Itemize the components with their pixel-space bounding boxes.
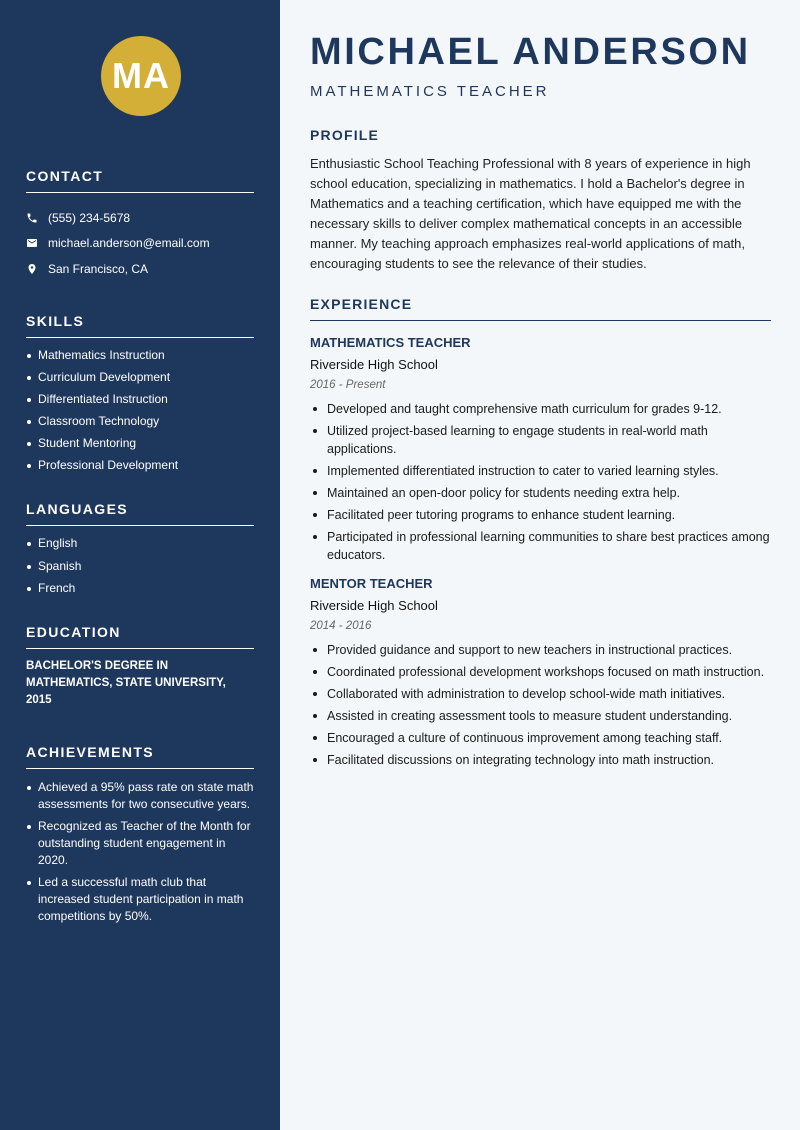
list-item: Provided guidance and support to new teachers in instructional practices. xyxy=(310,641,771,659)
list-item: Led a successful math club that increased student participation in math competitions by 50%. xyxy=(26,874,254,925)
list-item: Mathematics Instruction xyxy=(26,348,254,362)
list-item: Participated in professional learning communities to share best practices among educators. xyxy=(310,528,771,564)
list-item: Spanish xyxy=(26,559,254,573)
list-item: Maintained an open-door policy for students needing extra help. xyxy=(310,484,771,502)
location-pin-icon xyxy=(26,263,38,275)
contact-list xyxy=(26,205,254,282)
job-entry xyxy=(310,335,771,564)
list-item: Encouraged a culture of continuous improvement among teaching staff. xyxy=(310,729,771,747)
achievements-list xyxy=(26,779,254,925)
contact-email xyxy=(26,231,254,257)
contact-heading: CONTACT xyxy=(26,168,254,193)
job-title: MENTOR TEACHER xyxy=(310,576,433,591)
job-company: Riverside High School xyxy=(310,357,438,372)
contact-phone xyxy=(26,205,254,231)
sidebar xyxy=(0,0,280,1130)
languages-list xyxy=(26,536,254,594)
achievements-section xyxy=(26,744,254,925)
job-title: MATHEMATICS TEACHER xyxy=(310,335,471,350)
list-item: Assisted in creating assessment tools to measure student understanding. xyxy=(310,707,771,725)
job-dates: 2016 - Present xyxy=(310,379,386,391)
list-item: Coordinated professional development workshops focused on math instruction. xyxy=(310,663,771,681)
job-bullets xyxy=(310,641,771,769)
achievements-heading: ACHIEVEMENTS xyxy=(26,744,254,769)
languages-heading: LANGUAGES xyxy=(26,501,254,526)
list-item: Curriculum Development xyxy=(26,370,254,384)
job-dates: 2014 - 2016 xyxy=(310,620,372,632)
list-item: Facilitated peer tutoring programs to enhance student learning. xyxy=(310,506,771,524)
mail-icon xyxy=(26,237,38,249)
list-item: Student Mentoring xyxy=(26,436,254,450)
skills-heading: SKILLS xyxy=(26,313,254,338)
email-text[interactable]: michael.anderson@email.com xyxy=(48,236,210,251)
list-item: Facilitated discussions on integrating technology into math instruction. xyxy=(310,751,771,769)
education-heading: EDUCATION xyxy=(26,624,254,649)
list-item: French xyxy=(26,581,254,595)
list-item: Professional Development xyxy=(26,458,254,472)
job-entry xyxy=(310,576,771,769)
education-degree: BACHELOR'S DEGREE IN MATHEMATICS, STATE UNIVERSITY, 2015 xyxy=(26,659,226,706)
skills-list xyxy=(26,348,254,473)
candidate-role: MATHEMATICS TEACHER xyxy=(310,83,550,100)
list-item: Collaborated with administration to develop school-wide math initiatives. xyxy=(310,685,771,703)
contact-section xyxy=(26,168,254,282)
list-item: Utilized project-based learning to engage students in real-world math applications. xyxy=(310,422,771,458)
avatar-initials: MA xyxy=(112,55,170,96)
job-bullets xyxy=(310,400,771,564)
list-item: English xyxy=(26,536,254,550)
avatar xyxy=(101,36,181,116)
job-company: Riverside High School xyxy=(310,598,438,613)
list-item: Classroom Technology xyxy=(26,414,254,428)
list-item: Developed and taught comprehensive math curriculum for grades 9-12. xyxy=(310,400,771,418)
profile-heading: PROFILE xyxy=(310,127,380,143)
contact-location xyxy=(26,256,254,282)
candidate-name: MICHAEL ANDERSON xyxy=(310,31,751,73)
profile-text: Enthusiastic School Teaching Professional with 8 years of experience in high school education, specializing in mathematics. I hold a Bachelor's degree in Mathematics and a teaching certification, which have equipped me with the necessary skills to deliver complex mathematical concepts in an accessible manner. My teaching approach emphasizes real-world applications of math, encouraging students to see the relevance of their studies. xyxy=(310,156,751,271)
phone-text[interactable]: (555) 234-5678 xyxy=(48,210,131,225)
main-content xyxy=(280,0,800,1130)
location-text: San Francisco, CA xyxy=(48,261,149,276)
phone-icon xyxy=(26,212,38,224)
list-item: Recognized as Teacher of the Month for outstanding student engagement in 2020. xyxy=(26,818,254,869)
skills-section xyxy=(26,313,254,473)
languages-section xyxy=(26,501,254,594)
education-section xyxy=(26,624,254,709)
list-item: Differentiated Instruction xyxy=(26,392,254,406)
list-item: Implemented differentiated instruction to cater to varied learning styles. xyxy=(310,462,771,480)
list-item: Achieved a 95% pass rate on state math assessments for two consecutive years. xyxy=(26,779,254,813)
experience-heading: EXPERIENCE xyxy=(310,296,771,321)
